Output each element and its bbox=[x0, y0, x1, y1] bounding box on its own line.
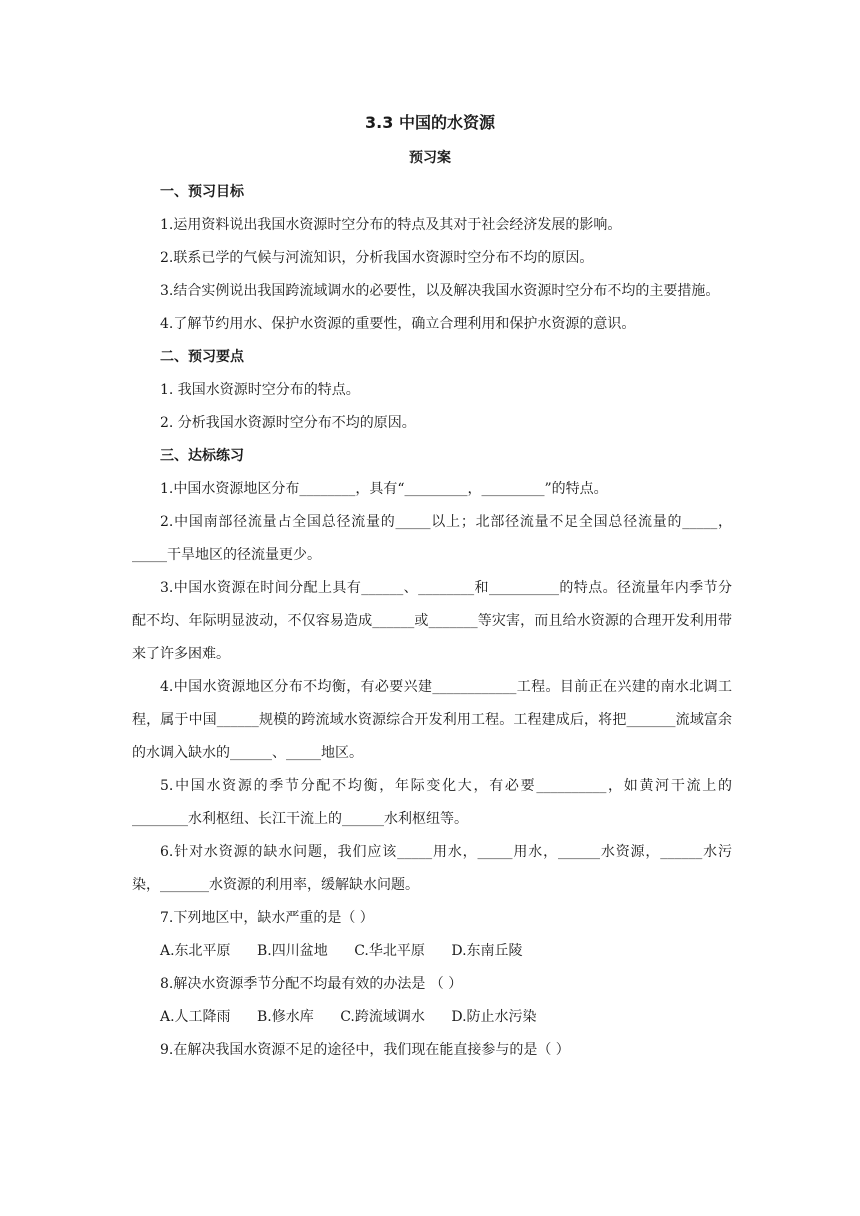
goal-item: 3.结合实例说出我国跨流域调水的必要性，以及解决我国水资源时空分布不均的主要措施。 bbox=[160, 283, 720, 299]
goal-item: 2.联系已学的气候与河流知识，分析我国水资源时空分布不均的原因。 bbox=[160, 250, 594, 266]
question-7-stem: 7.下列地区中，缺水严重的是（ ） bbox=[160, 910, 374, 926]
option-a: A.东北平原 bbox=[160, 943, 231, 959]
question-7-options bbox=[132, 935, 732, 968]
section-heading-goals: 一、预习目标 bbox=[160, 184, 244, 200]
question-item: 3.中国水资源在时间分配上具有______、________和__________的特点。径流量年内季节分配不均、年际明显波动，不仅容易造成______或_______等灾害，而且给水资源的合理开发利用带来了许多困难。 bbox=[132, 580, 732, 662]
option-b: B.四川盆地 bbox=[257, 943, 328, 959]
question-item: 1.中国水资源地区分布________，具有“_________，_________”的特点。 bbox=[160, 481, 608, 497]
point-item: 1. 我国水资源时空分布的特点。 bbox=[160, 382, 360, 398]
page-title: 3.3 中国的水资源 bbox=[365, 113, 495, 132]
option-c: C.跨流域调水 bbox=[340, 1009, 425, 1025]
goal-item: 1.运用资料说出我国水资源时空分布的特点及其对于社会经济发展的影响。 bbox=[160, 217, 622, 233]
section-heading-points: 二、预习要点 bbox=[160, 349, 244, 365]
question-item: 2.中国南部径流量占全国总径流量的_____以上；北部径流量不足全国总径流量的_____，_____干旱地区的径流量更少。 bbox=[132, 514, 732, 563]
question-item: 4.中国水资源地区分布不均衡，有必要兴建____________工程。目前正在兴建的南水北调工程，属于中国______规模的跨流域水资源综合开发利用工程。工程建成后，将把_______流域富余的水调入缺水的______、_____地区。 bbox=[132, 679, 732, 761]
point-item: 2. 分析我国水资源时空分布不均的原因。 bbox=[160, 415, 416, 431]
option-d: D.东南丘陵 bbox=[451, 943, 523, 959]
option-a: A.人工降雨 bbox=[160, 1009, 231, 1025]
section-heading-practice: 三、达标练习 bbox=[160, 448, 244, 464]
question-8-stem: 8.解决水资源季节分配不均最有效的办法是 （ ） bbox=[160, 976, 463, 992]
question-item: 5.中国水资源的季节分配不均衡，年际变化大，有必要__________，如黄河干流上的________水利枢纽、长江干流上的______水利枢纽等。 bbox=[132, 778, 732, 827]
goal-item: 4.了解节约用水、保护水资源的重要性，确立合理利用和保护水资源的意识。 bbox=[160, 316, 636, 332]
question-item: 6.针对水资源的缺水问题，我们应该_____用水，_____用水，______水资源，______水污染，_______水资源的利用率，缓解缺水问题。 bbox=[132, 844, 732, 893]
option-c: C.华北平原 bbox=[354, 943, 425, 959]
question-9-stem: 9.在解决我国水资源不足的途径中，我们现在能直接参与的是（ ） bbox=[160, 1042, 570, 1058]
question-8-options bbox=[132, 1001, 732, 1034]
option-b: B.修水库 bbox=[257, 1009, 314, 1025]
document-body bbox=[132, 176, 732, 1067]
page-subtitle: 预习案 bbox=[409, 150, 451, 166]
option-d: D.防止水污染 bbox=[451, 1009, 537, 1025]
